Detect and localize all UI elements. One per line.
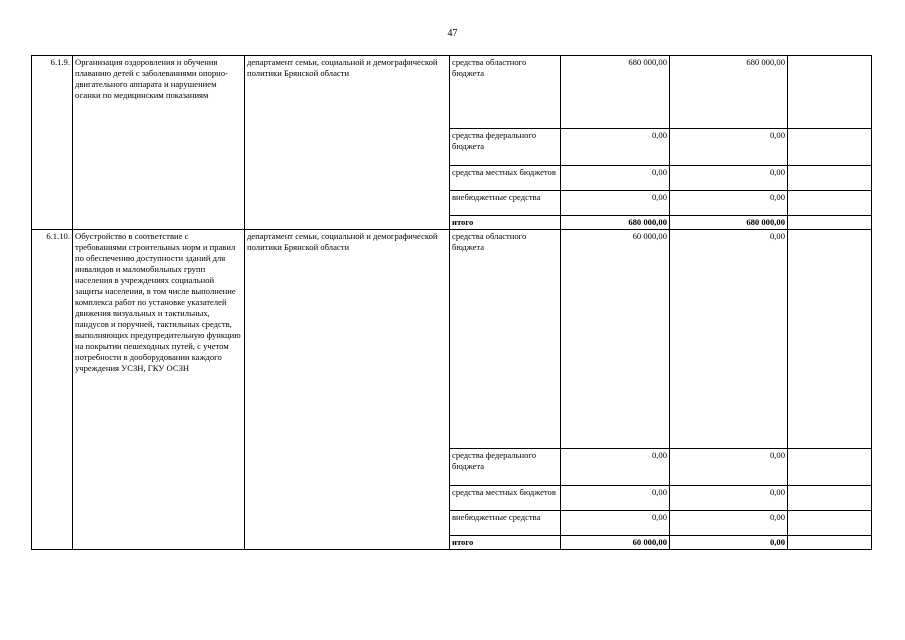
amount-cell: 0,00 bbox=[670, 230, 788, 449]
amount-cell: 60 000,00 bbox=[561, 536, 670, 550]
empty-cell bbox=[788, 56, 872, 129]
amount-cell: 60 000,00 bbox=[561, 230, 670, 449]
amount-cell: 0,00 bbox=[561, 486, 670, 511]
amount-cell: 0,00 bbox=[561, 449, 670, 486]
amount-cell: 0,00 bbox=[670, 449, 788, 486]
item-index: 6.1.10. bbox=[32, 230, 73, 550]
empty-cell bbox=[788, 511, 872, 536]
table-row bbox=[32, 56, 872, 129]
empty-cell bbox=[788, 536, 872, 550]
amount-cell: 0,00 bbox=[670, 166, 788, 191]
program-table bbox=[31, 55, 872, 550]
empty-cell bbox=[788, 449, 872, 486]
amount-cell: 0,00 bbox=[670, 129, 788, 166]
funding-source-label: средства местных бюджетов bbox=[450, 486, 561, 511]
funding-source-label: средства областного бюджета bbox=[450, 56, 561, 129]
amount-cell: 0,00 bbox=[670, 511, 788, 536]
amount-cell: 0,00 bbox=[561, 191, 670, 216]
empty-cell bbox=[788, 230, 872, 449]
funding-source-label: средства местных бюджетов bbox=[450, 166, 561, 191]
funding-source-label: внебюджетные средства bbox=[450, 191, 561, 216]
funding-source-label: средства областного бюджета bbox=[450, 230, 561, 449]
amount-cell: 0,00 bbox=[561, 166, 670, 191]
amount-cell: 0,00 bbox=[561, 511, 670, 536]
funding-source-label: итого bbox=[450, 536, 561, 550]
amount-cell: 680 000,00 bbox=[561, 56, 670, 129]
item-department: департамент семьи, социальной и демографической политики Брянской области bbox=[245, 56, 450, 230]
funding-source-label: средства федерального бюджета bbox=[450, 129, 561, 166]
funding-source-label: внебюджетные средства bbox=[450, 511, 561, 536]
page-number: 47 bbox=[447, 28, 458, 39]
amount-cell: 680 000,00 bbox=[561, 216, 670, 230]
amount-cell: 0,00 bbox=[670, 191, 788, 216]
item-department: департамент семьи, социальной и демографической политики Брянской области bbox=[245, 230, 450, 550]
amount-cell: 0,00 bbox=[670, 536, 788, 550]
item-description: Обустройство в соответствие с требованиями строительных норм и правил по обеспечению доступности зданий для инвалидов и маломобильных групп населения в учреждениях социальной защиты населения, в том числе выполнение комплекса работ по установке указателей движения визуальных и тактильных, пандусов и поручней, тактильных средств, выполняющих предупредительную функцию на покрытии пешеходных путей, с учетом потребности в дооборудовании каждого учреждения УСЗН, ГКУ ОСЗН bbox=[73, 230, 245, 550]
funding-source-label: итого bbox=[450, 216, 561, 230]
empty-cell bbox=[788, 191, 872, 216]
item-description: Организация оздоровления и обучения плаванию детей с заболеваниями опорно-двигательного аппарата и нарушением осанки по медицинским показаниям bbox=[73, 56, 245, 230]
item-index: 6.1.9. bbox=[32, 56, 73, 230]
empty-cell bbox=[788, 486, 872, 511]
funding-source-label: средства федерального бюджета bbox=[450, 449, 561, 486]
empty-cell bbox=[788, 166, 872, 191]
amount-cell: 680 000,00 bbox=[670, 56, 788, 129]
amount-cell: 680 000,00 bbox=[670, 216, 788, 230]
amount-cell: 0,00 bbox=[561, 129, 670, 166]
amount-cell: 0,00 bbox=[670, 486, 788, 511]
table-row bbox=[32, 230, 872, 449]
empty-cell bbox=[788, 129, 872, 166]
empty-cell bbox=[788, 216, 872, 230]
